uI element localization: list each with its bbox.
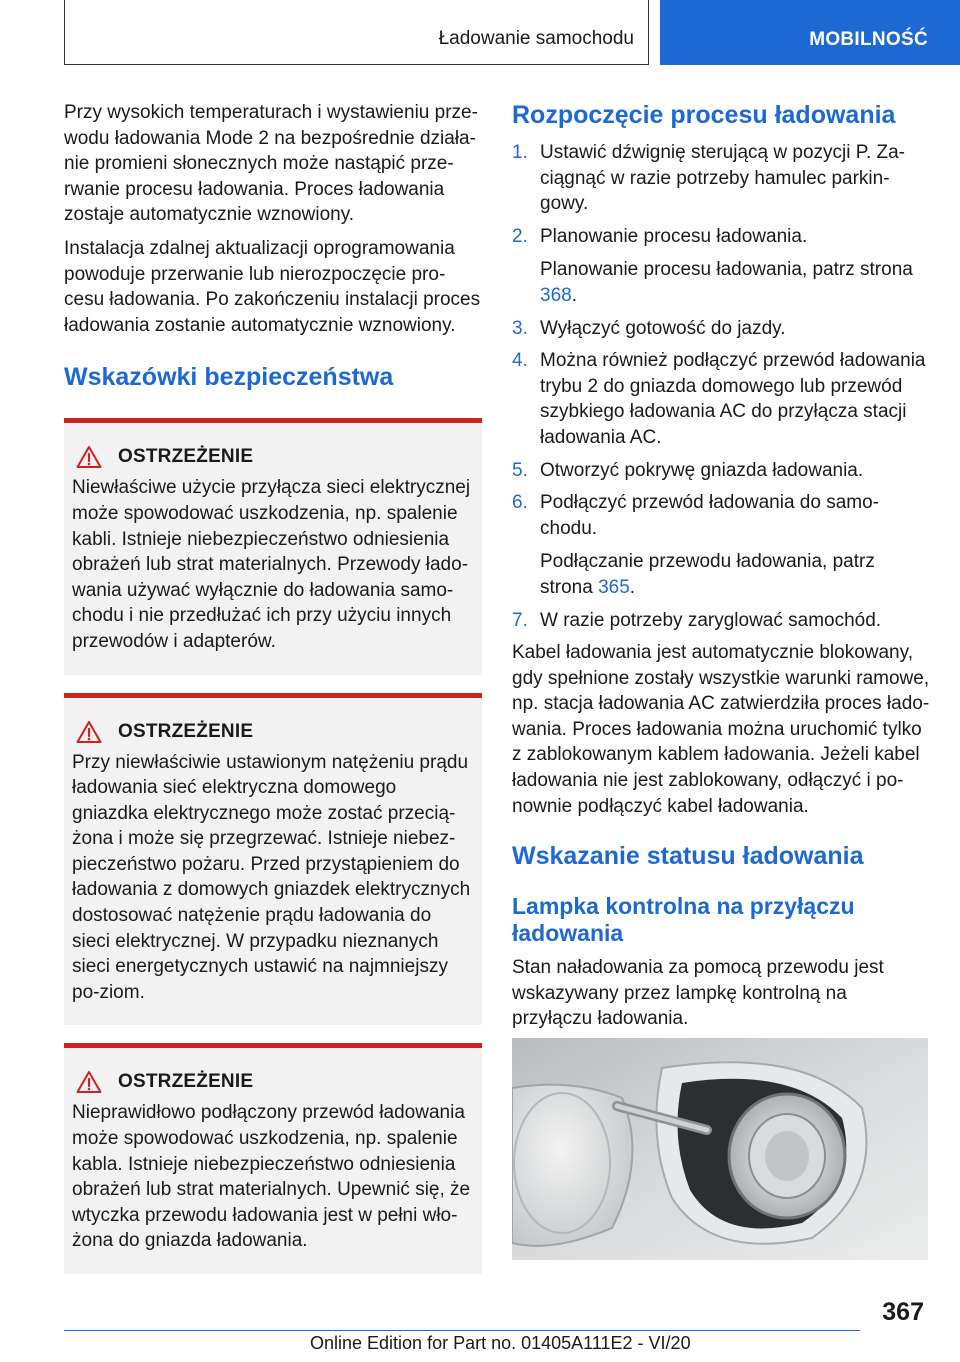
left-column [64,100,482,1292]
footer-divider [64,1330,860,1331]
step-item [512,490,932,600]
warning-box-2 [64,693,482,1026]
step-item [512,224,932,309]
step-number: 4. [512,350,528,372]
step-item [512,140,932,217]
step-item [512,608,932,634]
step-text: W razie potrzeby zaryglować samochód. [540,609,882,631]
right-column [512,100,932,1040]
warning-label: OSTRZEŻENIE [118,446,254,468]
charging-port-photo [512,1038,928,1260]
warning-box-1 [64,418,482,674]
chapter-tab-label: MOBILNOŚĆ [809,29,928,50]
step-text: Ustawić dźwignię sterującą w pozycji P. Za-ciągnąć w razie potrzeby hamulec parkin-gowy. [540,142,906,215]
warning-text: Nieprawidłowo podłączony przewód ładowania może spowodować uszkodzenia, np. spalenie kabla. Istnieje niebezpieczeństwo odniesienia obrażeń lub strat materialnych. Upewnić się, że wtyczka przewodu ładowania jest w pełni wło-żona do gniazda ładowania. [72,1102,471,1252]
header-frame [64,0,649,65]
warning-text: Niewłaściwe użycie przyłącza sieci elektrycznej może spowodować uszkodzenia, np. spalenie kabli. Istnieje niebezpieczeństwo odniesienia obrażeń lub strat materialnych. Przewody łado-wania używać wyłącznie do ładowania samo-chodu i nie przedłużać ich przy użyciu innych przewodów i adapterów. [72,477,471,652]
step-number: 6. [512,492,528,514]
step-text: Można również podłączyć przewód ładowania trybu 2 do gniazda domowego lub przewód szybkiego ładowania AC do przyłącza stacji ładowania AC. [540,350,926,448]
step-item [512,458,932,484]
step-text: Planowanie procesu ładowania. [540,225,808,247]
step-number: 3. [512,317,528,339]
chapter-tab[interactable] [660,0,960,65]
start-heading: Rozpoczęcie procesu ładowania [512,101,896,129]
step-text: Podłączyć przewód ładowania do samo-chodu. [540,492,880,539]
warning-box-3 [64,1043,482,1274]
intro-paragraph-1: Przy wysokich temperaturach i wystawieniu prze-wodu ładowania Mode 2 na bezpośrednie działa-nie promieni słonecznych może nastąpić prze-rwanie procesu ładowania. Proces ładowania zostaje automatycznie wznowiony. [64,102,478,226]
section-title: Ładowanie samochodu [438,28,634,49]
page-link-365[interactable]: 365 [598,576,630,598]
step-text: Otworzyć pokrywę gniazda ładowania. [540,459,864,481]
warning-label: OSTRZEŻENIE [118,720,254,742]
step-number: 7. [512,609,528,631]
charging-port-illustration [512,1038,928,1260]
warning-triangle-icon [76,445,102,469]
safety-heading: Wskazówki bezpieczeństwa [64,363,394,392]
edition-footer: Online Edition for Part no. 01405A111E2 - VI/20 [310,1333,691,1353]
cable-lock-paragraph: Kabel ładowania jest automatycznie blokowany, gdy spełnione zostały wszystkie warunki ramowe, np. stacja ładowania AC zatwierdziła proces łado-wania. Proces ładowania można uruchomić tylko z zablokowanym kablem ładowania. Jeżeli kabel ładowania nie jest zablokowany, odłączyć i po-nownie podłączyć kabel ładowania. [512,642,930,817]
page-number: 367 [882,1298,924,1326]
step-number: 5. [512,459,528,481]
step-item [512,316,932,342]
step-reference: Podłączanie przewodu ładowania, patrz strona 365. [540,551,875,598]
step-text: Wyłączyć gotowość do jazdy. [540,317,786,339]
steps-list [512,140,932,633]
intro-paragraph-2: Instalacja zdalnej aktualizacji oprogramowania powoduje przerwanie lub nierozpoczęcie pro-cesu ładowania. Po zakończeniu instalacji proces ładowania zostanie automatycznie wznowiony. [64,237,481,336]
status-heading: Wskazanie statusu ładowania [512,842,864,871]
step-reference: Planowanie procesu ładowania, patrz strona 368. [540,259,913,306]
page-link-368[interactable]: 368 [540,284,572,306]
lamp-subheading: Lampka kontrolna na przyłączu ładowania [512,893,855,947]
step-item [512,348,932,450]
warning-label: OSTRZEŻENIE [118,1071,254,1093]
warning-triangle-icon [76,1070,102,1094]
warning-text: Przy niewłaściwie ustawionym natężeniu prądu ładowania sieć elektryczna domowego gniazdka elektrycznego może zostać przecią-żona i może się przegrzewać. Istnieje niebez-pieczeństwo pożaru. Przed przystąpieniem do ładowania z domowych gniazdek elektrycznych dostosować natężenie prądu ładowania do sieci elektrycznej. W przypadku nieznanych sieci energetycznych ustawić na najmniejszy po-ziom. [72,751,471,1003]
step-number: 2. [512,225,528,247]
lamp-paragraph: Stan naładowania za pomocą przewodu jest wskazywany przez lampkę kontrolną na przyłączu ładowania. [512,957,884,1030]
warning-triangle-icon [76,720,102,744]
step-number: 1. [512,142,528,163]
